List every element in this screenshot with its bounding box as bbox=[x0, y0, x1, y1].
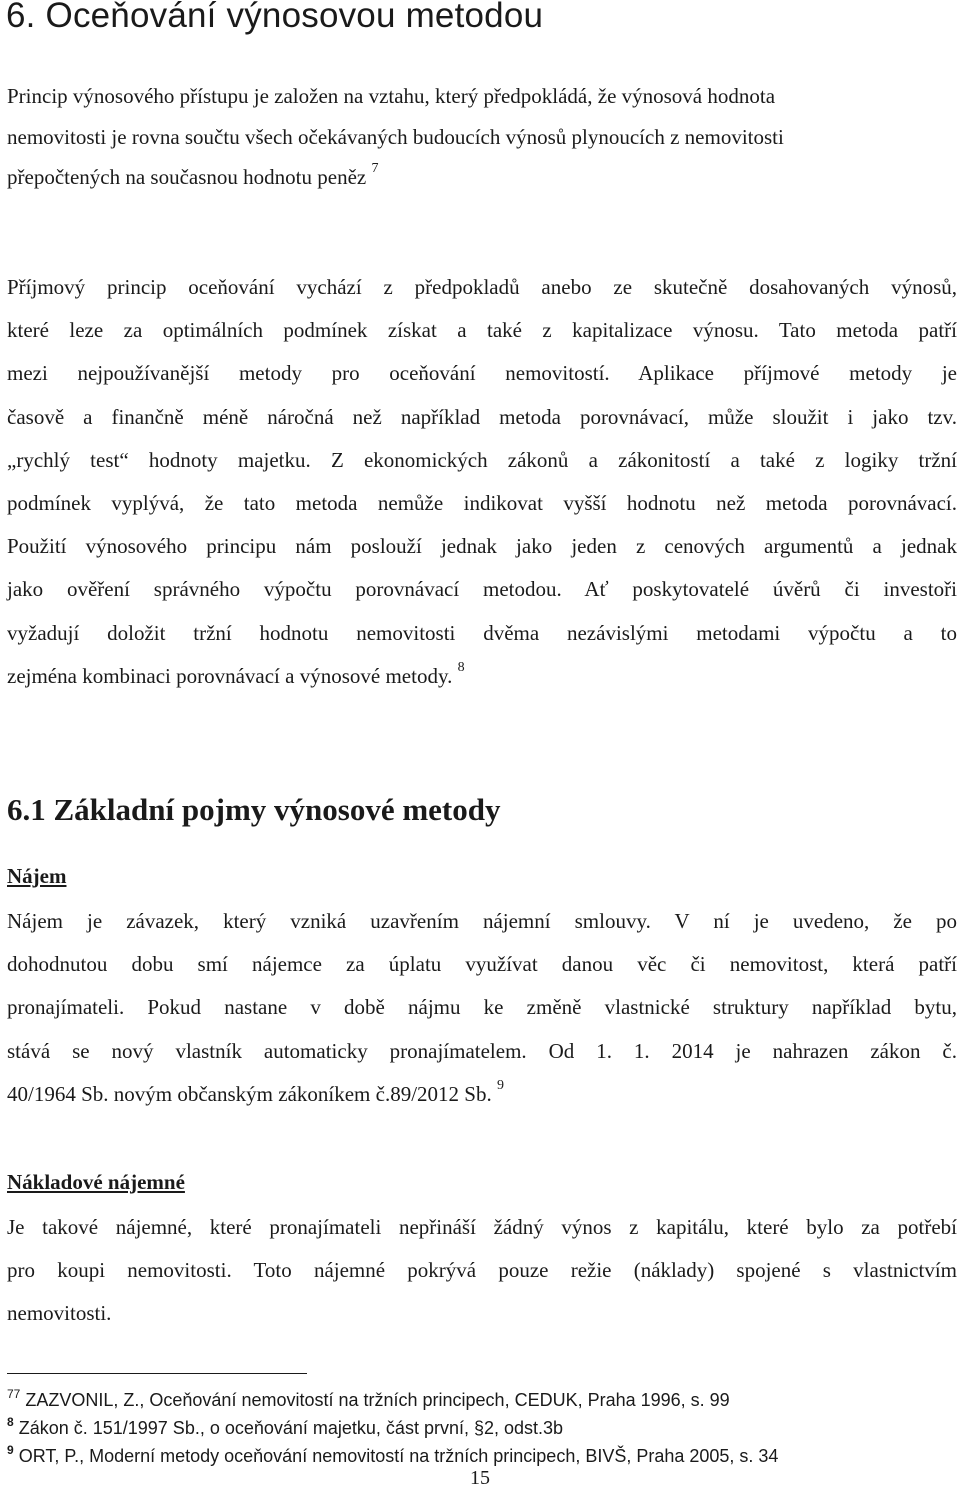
paragraph-line: Princip výnosového přístupu je založen na vztahu, který předpokládá, že výnosová hodnota bbox=[7, 84, 776, 108]
paragraph-line bbox=[7, 1073, 957, 1119]
subheading-najem: Nájem bbox=[7, 864, 67, 888]
footnote-text: Zákon č. 151/1997 Sb., o oceňování majetku, část první, §2, odst.3b bbox=[18, 1418, 564, 1438]
paragraph-line: stává se nový vlastník automaticky pronajímatelem. Od 1. 1. 2014 je nahrazen zákon č. bbox=[7, 1038, 957, 1063]
paragraph-line: nemovitosti. bbox=[7, 1301, 112, 1326]
footnote-text: ORT, P., Moderní metody oceňování nemovitostí na tržních principech, BIVŠ, Praha 2005, s. 34 bbox=[18, 1446, 779, 1466]
section-title: 6.1 Základní pojmy výnosové metody bbox=[7, 792, 501, 827]
subheading-nakladove-najemne: Nákladové nájemné bbox=[7, 1170, 185, 1194]
principle-paragraph bbox=[7, 266, 957, 701]
paragraph-line-text: přepočtených na současnou hodnotu peněz bbox=[7, 165, 367, 189]
paragraph-line: „rychlý test“ hodnoty majetku. Z ekonomických zákonů a zákonitostí a také z logiky tržní bbox=[7, 447, 957, 472]
paragraph-line: které leze za optimálních podmínek získat a také z kapitalizace výnosu. Tato metoda patří bbox=[7, 318, 957, 343]
footnote-text: ZAZVONIL, Z., Oceňování nemovitostí na tržních principech, CEDUK, Praha 1996, s. 99 bbox=[25, 1390, 730, 1410]
footnote-divider bbox=[7, 1373, 307, 1374]
footnote-reference: 8 bbox=[457, 659, 465, 675]
footnote bbox=[7, 1387, 957, 1415]
footnote bbox=[7, 1415, 957, 1443]
paragraph-line: jako ověření správného výpočtu porovnávací metodou. Ať poskytovatelé úvěrů či investoři bbox=[7, 577, 957, 602]
paragraph-line: Použití výnosového principu nám poslouží jednak jako jeden z cenových argumentů a jednak bbox=[7, 534, 957, 559]
footnotes bbox=[7, 1387, 957, 1471]
paragraph-line: časově a finančně méně náročná než například metoda porovnávací, může sloužit i jako tzv. bbox=[7, 404, 957, 429]
intro-paragraph bbox=[7, 76, 957, 202]
page-number: 15 bbox=[470, 1467, 490, 1489]
chapter-title: 6. Oceňování výnosovou metodou bbox=[6, 0, 544, 35]
nakladove-paragraph bbox=[7, 1206, 957, 1336]
footnote-mark: 8 bbox=[7, 1415, 14, 1429]
footnote-reference: 9 bbox=[496, 1077, 504, 1093]
footnote-mark: 77 bbox=[7, 1387, 21, 1401]
paragraph-line-text: 40/1964 Sb. novým občanským zákoníkem č.89/2012 Sb. bbox=[7, 1081, 492, 1106]
paragraph-line: Nájem je závazek, který vzniká uzavřením nájemní smlouvy. V ní je uvedeno, že po bbox=[7, 909, 957, 933]
paragraph-line: pronajímateli. Pokud nastane v době nájmu ke změně vlastnické struktury například bytu, bbox=[7, 995, 957, 1020]
paragraph-line-text: zejména kombinaci porovnávací a výnosové metody. bbox=[7, 663, 453, 688]
paragraph-line: Je takové nájemné, které pronajímateli nepřináší žádný výnos z kapitálu, které bylo za potřebí bbox=[7, 1215, 957, 1239]
paragraph-line: mezi nejpoužívanější metody pro oceňování nemovitostí. Aplikace příjmové metody je bbox=[7, 361, 957, 386]
najem-paragraph bbox=[7, 900, 957, 1119]
paragraph-line: nemovitosti je rovna součtu všech očekávaných budoucích výnosů plynoucích z nemovitosti bbox=[7, 124, 784, 149]
footnote-reference: 7 bbox=[371, 161, 379, 176]
paragraph-line bbox=[7, 655, 957, 701]
paragraph-line: Příjmový princip oceňování vychází z předpokladů anebo ze skutečně dosahovaných výnosů, bbox=[7, 275, 957, 299]
paragraph-line: pro koupi nemovitosti. Toto nájemné pokrývá pouze režie (náklady) spojené s vlastnictvím bbox=[7, 1258, 957, 1283]
paragraph-line: dohodnutou dobu smí nájemce za úplatu využívat danou věc či nemovitost, která patří bbox=[7, 952, 957, 977]
footnote-mark: 9 bbox=[7, 1443, 14, 1457]
paragraph-line: vyžadují doložit tržní hodnotu nemovitosti dvěma nezávislými metodami výpočtu a to bbox=[7, 620, 957, 645]
paragraph-line bbox=[7, 157, 957, 202]
paragraph-line: podmínek vyplývá, že tato metoda nemůže indikovat vyšší hodnotu než metoda porovnávací. bbox=[7, 491, 957, 516]
